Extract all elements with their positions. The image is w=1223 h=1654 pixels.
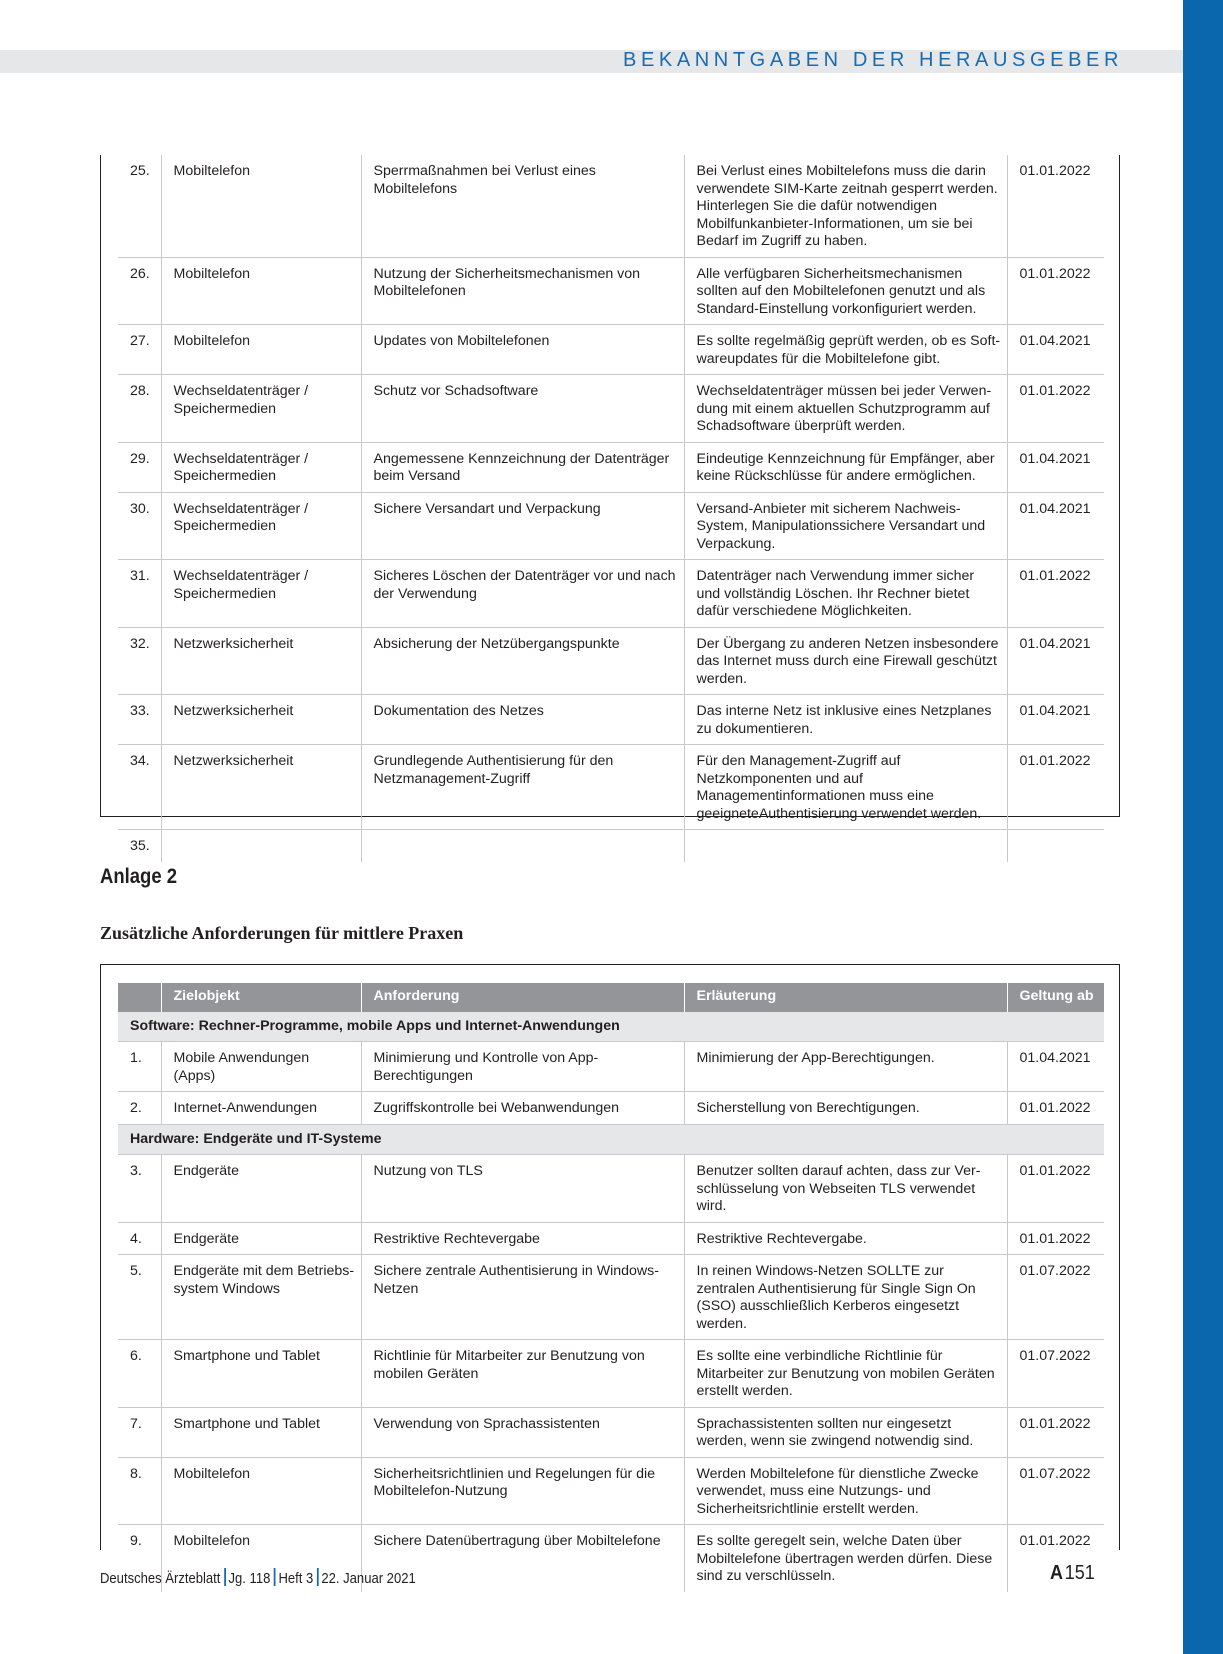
row-requirement: Zugriffskontrolle bei Webanwendungen xyxy=(361,1092,684,1125)
table-row xyxy=(118,492,1104,560)
row-target-object: Wechseldatenträger / Speichermedien xyxy=(161,442,361,492)
row-target-object: Netzwerksicherheit xyxy=(161,627,361,695)
row-valid-from: 01.01.2022 xyxy=(1007,745,1104,830)
row-explanation: Das interne Netz ist inklusive eines Netzplanes zu dokumentieren. xyxy=(684,695,1007,745)
page-number-value: 151 xyxy=(1064,1562,1095,1584)
appendix-subtitle: Zusätzliche Anforderungen für mittlere Praxen xyxy=(100,923,464,943)
row-requirement: Minimierung und Kontrolle von App-Berechtigungen xyxy=(361,1042,684,1092)
row-number: 27. xyxy=(118,325,161,375)
table-row xyxy=(118,1457,1104,1525)
table-row xyxy=(118,442,1104,492)
row-requirement: Dokumentation des Netzes xyxy=(361,695,684,745)
row-target-object: Endgeräte xyxy=(161,1155,361,1223)
row-target-object: Wechseldatenträger / Speichermedien xyxy=(161,560,361,628)
row-explanation: Für den Management-Zugriff auf Netzkomponenten und auf Managementinformationen muss eine geeigneteAuthentisierung verwendet werden. xyxy=(684,745,1007,830)
row-explanation: Wechseldatenträger müssen bei jeder Verwendung mit einem aktuellen Schutzprogramm auf Schadsoftware überprüft werden. xyxy=(684,375,1007,443)
row-valid-from: 01.01.2022 xyxy=(1007,375,1104,443)
row-number: 30. xyxy=(118,492,161,560)
row-requirement: Verwendung von Sprachassistenten xyxy=(361,1407,684,1457)
table-row xyxy=(118,1255,1104,1340)
footer-journal: Deutsches Ärzteblatt xyxy=(100,1571,221,1587)
row-explanation: Bei Verlust eines Mobiltelefons muss die darin verwendete SIM-Karte zeitnah gesperrt werden. Hinterlegen Sie die dafür notwendigen Mobilfunkanbieter-Informationen, um sie bei Bedarf im Zugriff zu haben. xyxy=(684,155,1007,257)
row-number: 25. xyxy=(118,155,161,257)
row-requirement: Sichere zentrale Authentisierung in Windows-Netzen xyxy=(361,1255,684,1340)
row-number: 29. xyxy=(118,442,161,492)
row-requirement: Sperrmaßnahmen bei Verlust eines Mobiltelefons xyxy=(361,155,684,257)
table-row xyxy=(118,325,1104,375)
footer-separator xyxy=(274,1568,276,1586)
row-valid-from: 01.04.2021 xyxy=(1007,442,1104,492)
row-number: 8. xyxy=(118,1457,161,1525)
row-target-object: Mobile Anwendungen (Apps) xyxy=(161,1042,361,1092)
row-explanation: Sprachassistenten sollten nur eingesetzt werden, wenn sie zwingend notwendig sind. xyxy=(684,1407,1007,1457)
row-explanation: Versand-Anbieter mit sicherem Nachweis-System, Manipulationssichere Versandart und Verpackung. xyxy=(684,492,1007,560)
table-row xyxy=(118,1222,1104,1255)
header-requirement: Anforderung xyxy=(361,983,684,1012)
header-date: Geltung ab xyxy=(1007,983,1104,1012)
row-valid-from: 01.01.2022 xyxy=(1007,155,1104,257)
row-requirement: Sicherheitsrichtlinien und Regelungen für die Mobiltelefon-Nutzung xyxy=(361,1457,684,1525)
row-number: 4. xyxy=(118,1222,161,1255)
row-requirement: Absicherung der Netzübergangspunkte xyxy=(361,627,684,695)
row-requirement xyxy=(361,830,684,862)
row-number: 1. xyxy=(118,1042,161,1092)
row-requirement: Sichere Datenübertragung über Mobiltelefone xyxy=(361,1525,684,1592)
row-explanation: Alle verfügbaren Sicherheitsmechanismen sollten auf den Mobiltelefonen genutzt und als Standard-Einstellung vorkonfiguriert werden. xyxy=(684,257,1007,325)
row-requirement: Sicheres Löschen der Datenträger vor und nach der Verwendung xyxy=(361,560,684,628)
row-number: 5. xyxy=(118,1255,161,1340)
row-valid-from: 01.04.2021 xyxy=(1007,492,1104,560)
row-requirement: Updates von Mobiltelefonen xyxy=(361,325,684,375)
row-requirement: Nutzung der Sicherheitsmechanismen von Mobiltelefonen xyxy=(361,257,684,325)
row-target-object: Wechseldatenträger / Speichermedien xyxy=(161,492,361,560)
row-explanation xyxy=(684,830,1007,862)
table2-header-row xyxy=(118,983,1104,1012)
row-number: 6. xyxy=(118,1340,161,1408)
row-number: 3. xyxy=(118,1155,161,1223)
table-row xyxy=(118,745,1104,830)
row-valid-from: 01.01.2022 xyxy=(1007,1092,1104,1125)
page-prefix: A xyxy=(1050,1562,1064,1584)
row-valid-from: 01.01.2022 xyxy=(1007,1525,1104,1592)
row-explanation: Werden Mobiltelefone für dienstliche Zwecke verwendet, muss eine Nutzungs- und Sicherheitsrichtlinie erstellt werden. xyxy=(684,1457,1007,1525)
row-number: 2. xyxy=(118,1092,161,1125)
table-row xyxy=(118,1155,1104,1223)
row-requirement: Restriktive Rechtevergabe xyxy=(361,1222,684,1255)
table-row xyxy=(118,1092,1104,1125)
table-row xyxy=(118,1407,1104,1457)
row-requirement: Sichere Versandart und Verpackung xyxy=(361,492,684,560)
row-target-object: Mobiltelefon xyxy=(161,1457,361,1525)
row-target-object: Wechseldatenträger / Speichermedien xyxy=(161,375,361,443)
row-valid-from: 01.07.2022 xyxy=(1007,1457,1104,1525)
row-requirement: Grundlegende Authentisierung für den Netzmanagement-Zugriff xyxy=(361,745,684,830)
row-number: 34. xyxy=(118,745,161,830)
row-valid-from: 01.04.2021 xyxy=(1007,325,1104,375)
table2-body xyxy=(118,1012,1104,1592)
row-explanation: Es sollte geregelt sein, welche Daten über Mobiltelefone übertragen werden dürfen. Diese sind zu verschlüsseln. xyxy=(684,1525,1007,1592)
footer-citation xyxy=(100,1568,416,1587)
row-explanation: Sicherstellung von Berechtigungen. xyxy=(684,1092,1007,1125)
row-explanation: Benutzer sollten darauf achten, dass zur Verschlüsselung von Webseiten TLS verwendet wird. xyxy=(684,1155,1007,1223)
row-target-object: Mobiltelefon xyxy=(161,1525,361,1592)
table-row xyxy=(118,257,1104,325)
row-valid-from: 01.01.2022 xyxy=(1007,257,1104,325)
footer-separator xyxy=(224,1568,226,1586)
table-row xyxy=(118,695,1104,745)
section-row xyxy=(118,1124,1104,1155)
row-explanation: Restriktive Rechtevergabe. xyxy=(684,1222,1007,1255)
row-requirement: Schutz vor Schadsoftware xyxy=(361,375,684,443)
row-valid-from: 01.07.2022 xyxy=(1007,1255,1104,1340)
row-valid-from xyxy=(1007,830,1104,862)
header-explanation: Erläuterung xyxy=(684,983,1007,1012)
header-num xyxy=(118,983,161,1012)
row-requirement: Nutzung von TLS xyxy=(361,1155,684,1223)
section-header-title: BEKANNTGABEN DER HERAUSGEBER xyxy=(623,49,1123,71)
row-target-object: Netzwerksicherheit xyxy=(161,695,361,745)
row-number: 35. xyxy=(130,838,150,854)
row-valid-from: 01.01.2022 xyxy=(1007,1407,1104,1457)
section-heading: Hardware: Endgeräte und IT-Systeme xyxy=(118,1124,1104,1155)
row-requirement: Richtlinie für Mitarbeiter zur Benutzung von mobilen Geräten xyxy=(361,1340,684,1408)
row-number: 9. xyxy=(130,1533,142,1549)
table-row xyxy=(118,560,1104,628)
footer-issue: Heft 3 xyxy=(278,1571,314,1587)
row-explanation: Es sollte eine verbindliche Richtlinie für Mitarbeiter zur Benutzung von mobilen Geräten erstellt werden. xyxy=(684,1340,1007,1408)
row-target-object: Netzwerksicherheit xyxy=(161,745,361,830)
row-valid-from: 01.01.2022 xyxy=(1007,560,1104,628)
row-target-object: Endgeräte mit dem Betriebssystem Windows xyxy=(161,1255,361,1340)
row-valid-from: 01.07.2022 xyxy=(1007,1340,1104,1408)
table-row xyxy=(118,1340,1104,1408)
row-target-object: Smartphone und Tablet xyxy=(161,1340,361,1408)
table1-body xyxy=(118,155,1104,862)
row-number: 33. xyxy=(118,695,161,745)
row-target-object xyxy=(161,830,361,862)
row-valid-from: 01.04.2021 xyxy=(1007,1042,1104,1092)
row-target-object: Internet-Anwendungen xyxy=(161,1092,361,1125)
footer-volume: Jg. 118 xyxy=(228,1571,271,1587)
row-target-object: Endgeräte xyxy=(161,1222,361,1255)
table-row xyxy=(118,1042,1104,1092)
accent-side-bar xyxy=(1183,0,1223,1654)
row-explanation: Eindeutige Kennzeichnung für Empfänger, aber keine Rückschlüsse für andere ermöglichen. xyxy=(684,442,1007,492)
row-number: 32. xyxy=(118,627,161,695)
row-target-object: Mobiltelefon xyxy=(161,155,361,257)
row-valid-from: 01.04.2021 xyxy=(1007,695,1104,745)
row-explanation: Der Übergang zu anderen Netzen insbesondere das Internet muss durch eine Firewall geschützt werden. xyxy=(684,627,1007,695)
page-number xyxy=(1050,1562,1095,1585)
row-target-object: Smartphone und Tablet xyxy=(161,1407,361,1457)
row-target-object: Mobiltelefon xyxy=(161,325,361,375)
row-number: 7. xyxy=(118,1407,161,1457)
footer-separator xyxy=(317,1568,319,1586)
row-valid-from: 01.04.2021 xyxy=(1007,627,1104,695)
requirements-table-2 xyxy=(118,983,1104,1592)
row-explanation: In reinen Windows-Netzen SOLLTE zur zentralen Authentisierung für Single Sign On (SSO) ausschließlich Kerberos eingesetzt werden. xyxy=(684,1255,1007,1340)
row-requirement: Angemessene Kennzeichnung der Datenträger beim Versand xyxy=(361,442,684,492)
row-explanation: Datenträger nach Verwendung immer sicher und vollständig Löschen. Ihr Rechner bietet dafür verschiedene Möglichkeiten. xyxy=(684,560,1007,628)
table-row xyxy=(118,155,1104,257)
row-number: 31. xyxy=(118,560,161,628)
row-number: 26. xyxy=(118,257,161,325)
row-valid-from: 01.01.2022 xyxy=(1007,1155,1104,1223)
row-valid-from: 01.01.2022 xyxy=(1007,1222,1104,1255)
row-number: 28. xyxy=(118,375,161,443)
table-row xyxy=(118,375,1104,443)
section-row xyxy=(118,1012,1104,1042)
row-target-object: Mobiltelefon xyxy=(161,257,361,325)
requirements-table-1 xyxy=(118,155,1104,862)
footer-date: 22. Januar 2021 xyxy=(321,1571,416,1587)
table-row xyxy=(118,627,1104,695)
header-object: Zielobjekt xyxy=(161,983,361,1012)
table-row xyxy=(118,830,1104,862)
row-explanation: Es sollte regelmäßig geprüft werden, ob es Softwareupdates für die Mobiltelefone gibt. xyxy=(684,325,1007,375)
row-explanation: Minimierung der App-Berechtigungen. xyxy=(684,1042,1007,1092)
appendix-title: Anlage 2 xyxy=(100,865,178,888)
section-heading: Software: Rechner-Programme, mobile Apps und Internet-Anwendungen xyxy=(118,1012,1104,1042)
